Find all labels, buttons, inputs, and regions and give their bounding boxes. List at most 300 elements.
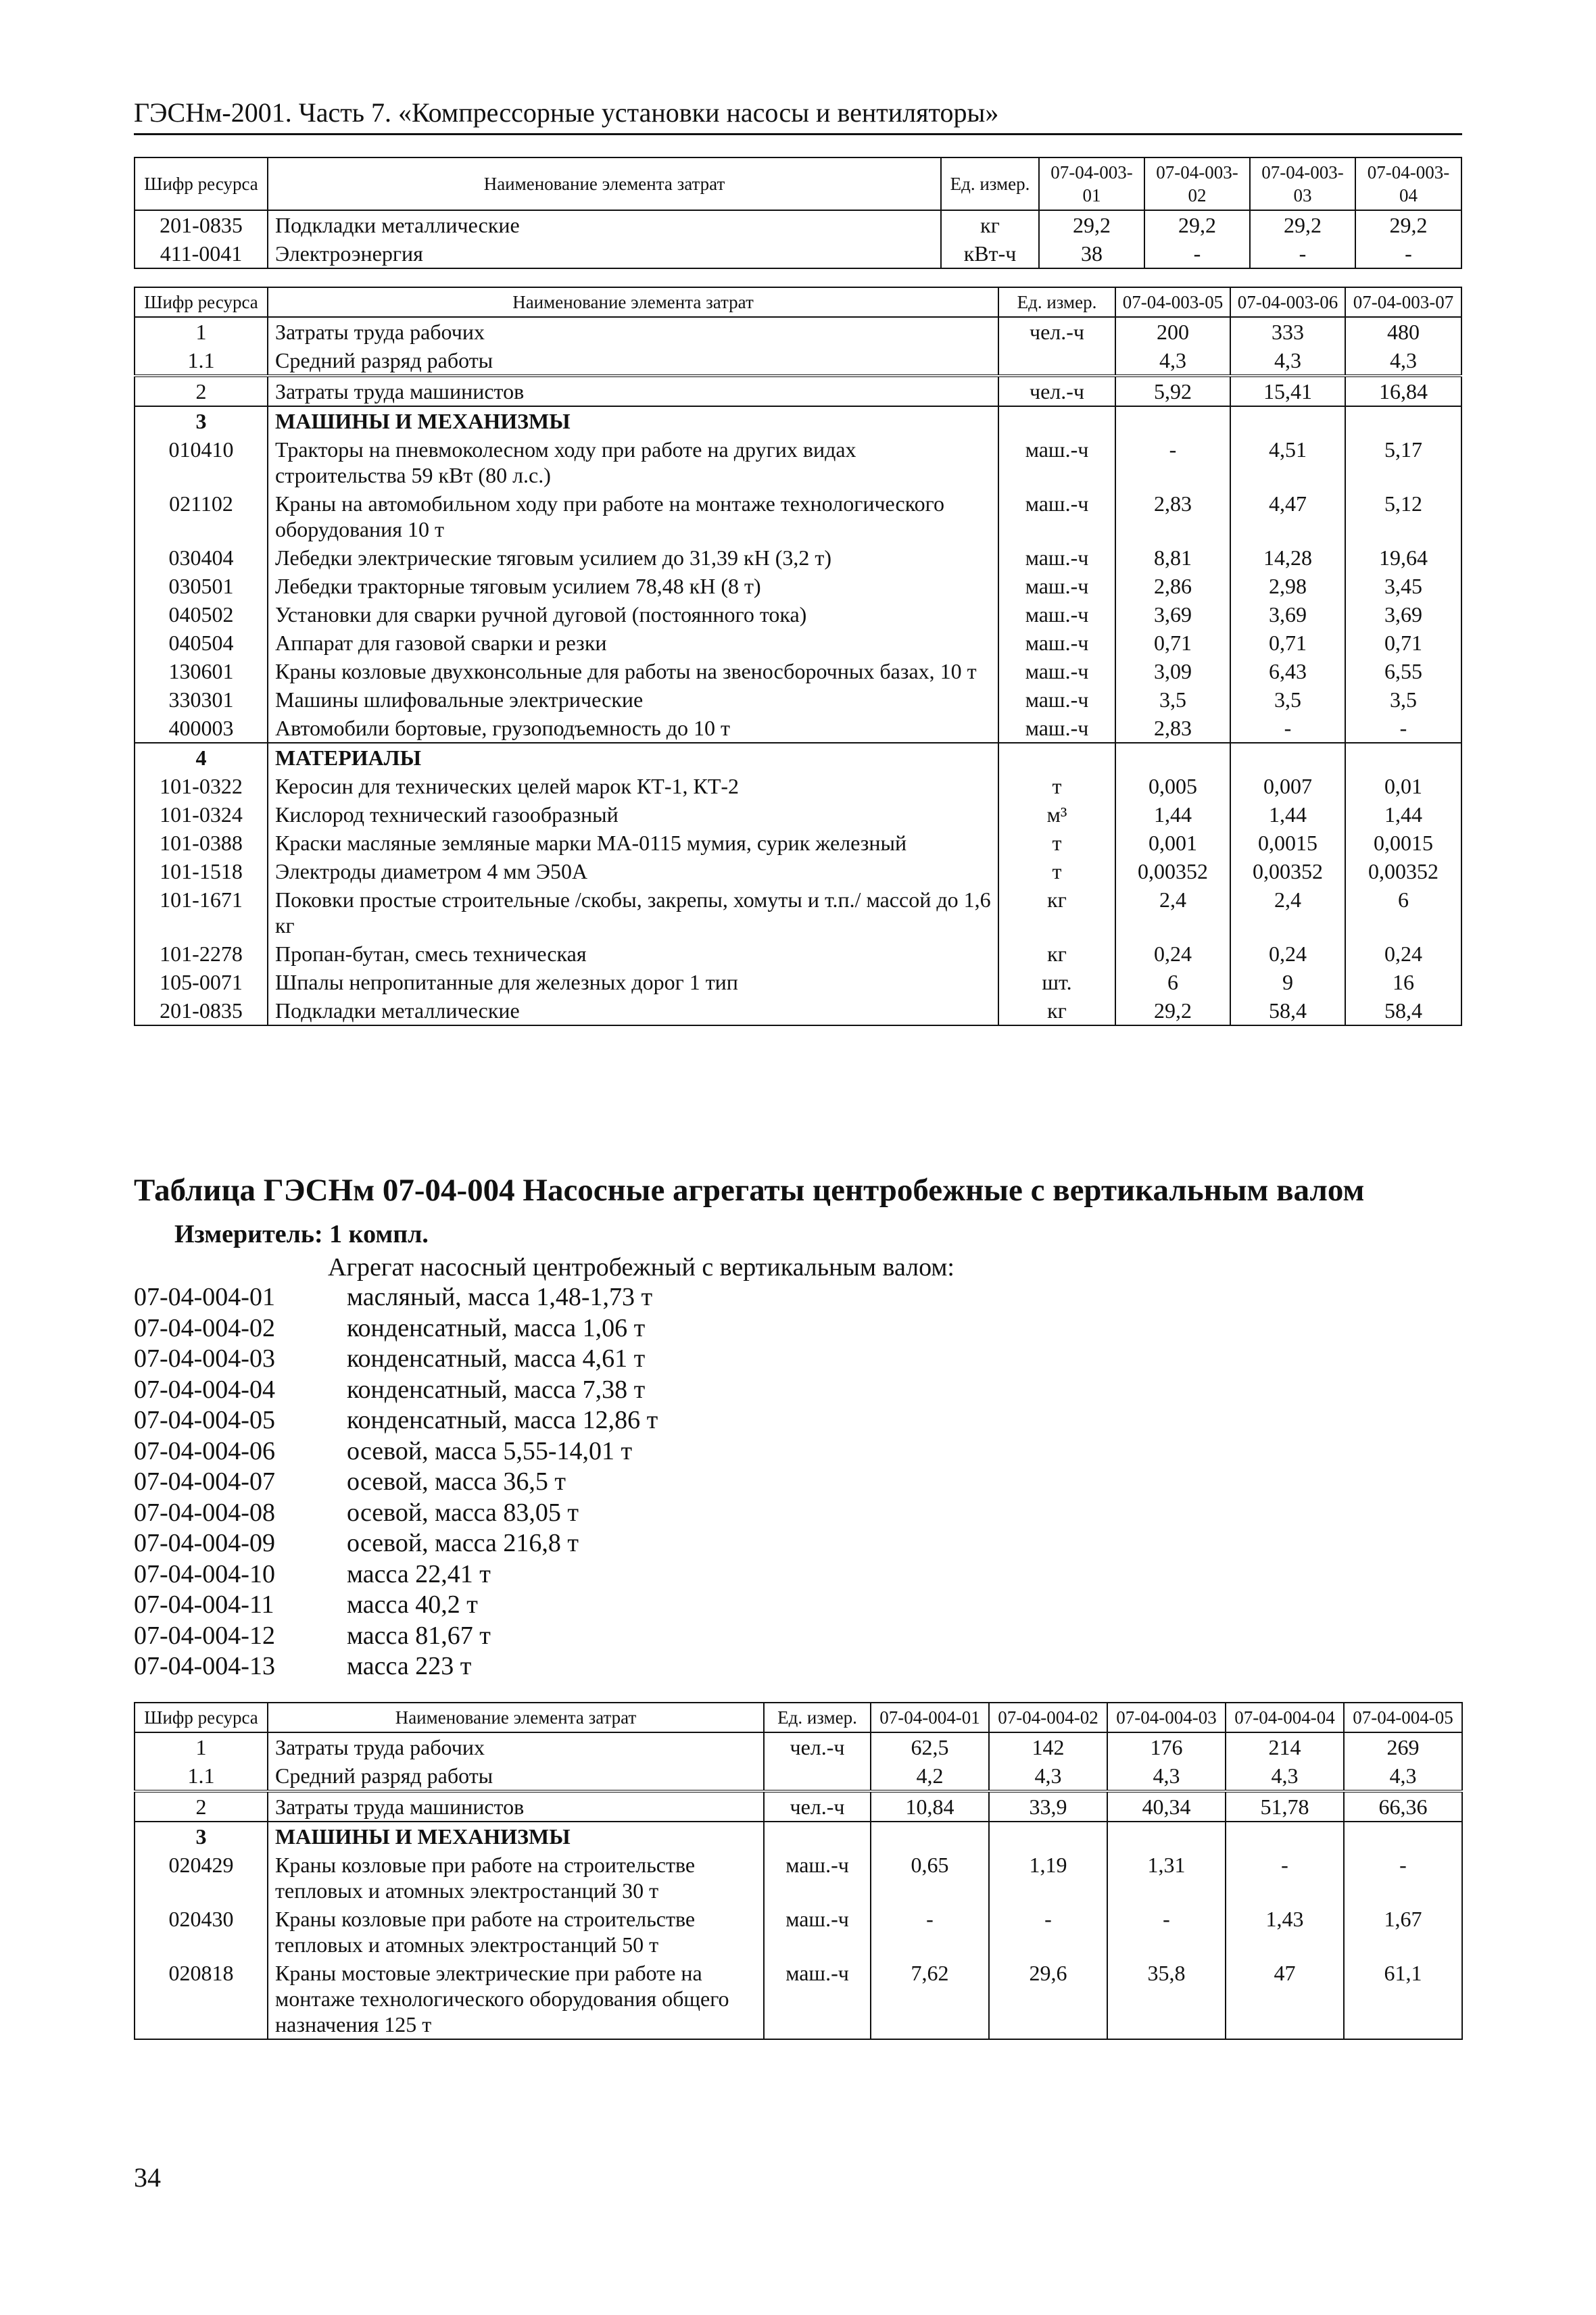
value-cell: 0,65 — [871, 1851, 989, 1905]
value-cell: 38 — [1039, 239, 1144, 268]
column-header: Ед. измер. — [998, 287, 1115, 317]
table-row — [135, 376, 1461, 406]
cost-item-name-cell: Затраты труда рабочих — [268, 1732, 764, 1761]
value-cell: 35,8 — [1107, 1959, 1226, 2039]
value-cell: 0,00352 — [1230, 857, 1345, 885]
resource-code-cell: 020818 — [135, 1959, 268, 2039]
value-cell: 29,2 — [1039, 210, 1144, 239]
variant-code: 07-04-004-03 — [134, 1344, 275, 1373]
cost-item-name-cell: Средний разряд работы — [268, 1761, 764, 1791]
cost-item-name-cell: Керосин для технических целей марок КТ-1, КТ-2 — [268, 772, 998, 800]
variant-item — [134, 1467, 658, 1498]
table-row — [135, 435, 1461, 489]
value-cell — [1345, 743, 1461, 772]
value-cell: 6 — [1345, 885, 1461, 940]
resource-code-cell: 3 — [135, 1822, 268, 1851]
variant-code: 07-04-004-05 — [134, 1406, 275, 1434]
value-cell: 1,44 — [1345, 800, 1461, 829]
resource-code-cell: 400003 — [135, 714, 268, 743]
value-cell: 176 — [1107, 1732, 1226, 1761]
resource-code-cell: 101-0388 — [135, 829, 268, 857]
column-header: Наименование элемента затрат — [268, 157, 941, 210]
variant-description: осевой, масса 36,5 т — [347, 1467, 566, 1496]
resource-code-cell: 411-0041 — [135, 239, 268, 268]
unit-cell: кг — [998, 940, 1115, 968]
table-row — [135, 406, 1461, 435]
value-cell: 0,005 — [1115, 772, 1230, 800]
value-cell: 3,5 — [1115, 685, 1230, 714]
variant-code: 07-04-004-13 — [134, 1652, 275, 1680]
value-cell: 29,2 — [1115, 996, 1230, 1025]
value-cell — [1345, 406, 1461, 435]
value-cell: 1,43 — [1226, 1905, 1344, 1959]
variant-code: 07-04-004-09 — [134, 1529, 275, 1557]
value-cell — [1115, 406, 1230, 435]
value-cell: 33,9 — [989, 1791, 1107, 1822]
resource-code-cell: 2 — [135, 1791, 268, 1822]
table-row — [135, 572, 1461, 600]
resource-code-cell: 101-1671 — [135, 885, 268, 940]
unit-cell — [998, 346, 1115, 376]
variant-code: 07-04-004-10 — [134, 1559, 275, 1588]
cost-item-name-cell: Машины шлифовальные электрические — [268, 685, 998, 714]
cost-item-name-cell: Автомобили бортовые, грузоподъемность до 10 т — [268, 714, 998, 743]
value-cell: - — [1355, 239, 1461, 268]
value-cell: 0,01 — [1345, 772, 1461, 800]
table-row — [135, 1822, 1462, 1851]
unit-cell: м³ — [998, 800, 1115, 829]
value-cell: - — [1230, 714, 1345, 743]
variant-description: конденсатный, масса 1,06 т — [347, 1313, 646, 1342]
table-row — [135, 829, 1461, 857]
variant-list — [134, 1282, 658, 1682]
cost-item-name-cell: Поковки простые строительные /скобы, закрепы, хомуты и т.п./ массой до 1,6 кг — [268, 885, 998, 940]
variant-code: 07-04-004-12 — [134, 1621, 275, 1650]
resource-code-cell: 010410 — [135, 435, 268, 489]
unit-cell — [998, 406, 1115, 435]
value-cell: 4,3 — [1115, 346, 1230, 376]
column-header: Наименование элемента затрат — [268, 287, 998, 317]
table-row — [135, 657, 1461, 685]
table-title: Таблица ГЭСНм 07-04-004 Насосные агрегаты центробежные с вертикальным валом — [134, 1173, 1365, 1208]
value-cell: - — [1226, 1851, 1344, 1905]
value-cell: 29,2 — [1144, 210, 1250, 239]
variant-item — [134, 1282, 658, 1313]
unit-cell: маш.-ч — [764, 1959, 871, 2039]
value-cell: 0,007 — [1230, 772, 1345, 800]
value-cell: 66,36 — [1344, 1791, 1462, 1822]
value-cell: 6,55 — [1345, 657, 1461, 685]
variant-description: осевой, масса 83,05 т — [347, 1498, 579, 1527]
cost-item-name-cell: Тракторы на пневмоколесном ходу при работе на других видах строительства 59 кВт (80 л.с.) — [268, 435, 998, 489]
value-cell: 2,86 — [1115, 572, 1230, 600]
table-row — [135, 857, 1461, 885]
value-cell: 0,00352 — [1115, 857, 1230, 885]
cost-item-name-cell: Шпалы непропитанные для железных дорог 1 тип — [268, 968, 998, 996]
unit-cell: т — [998, 772, 1115, 800]
value-cell: 2,98 — [1230, 572, 1345, 600]
resource-code-cell: 330301 — [135, 685, 268, 714]
variant-description: масляный, масса 1,48-1,73 т — [347, 1283, 653, 1311]
resource-code-cell: 201-0835 — [135, 210, 268, 239]
resource-code-cell: 101-2278 — [135, 940, 268, 968]
value-cell: 2,4 — [1230, 885, 1345, 940]
cost-table-003-part2 — [134, 287, 1462, 1026]
unit-cell: чел.-ч — [998, 376, 1115, 406]
column-header: 07-04-003-07 — [1345, 287, 1461, 317]
variant-item — [134, 1313, 658, 1344]
table-header-row — [135, 287, 1461, 317]
column-header: 07-04-003-04 — [1355, 157, 1461, 210]
value-cell: 269 — [1344, 1732, 1462, 1761]
value-cell: 16 — [1345, 968, 1461, 996]
value-cell: 4,3 — [1344, 1761, 1462, 1791]
resource-code-cell: 201-0835 — [135, 996, 268, 1025]
resource-code-cell: 040502 — [135, 600, 268, 629]
value-cell: - — [1344, 1851, 1462, 1905]
table-header-row — [135, 157, 1461, 210]
unit-cell: маш.-ч — [764, 1851, 871, 1905]
column-header: 07-04-003-05 — [1115, 287, 1230, 317]
value-cell: 4,3 — [989, 1761, 1107, 1791]
unit-cell: маш.-ч — [998, 629, 1115, 657]
value-cell: 51,78 — [1226, 1791, 1344, 1822]
variant-code: 07-04-004-04 — [134, 1375, 275, 1404]
value-cell: - — [1115, 435, 1230, 489]
variant-code: 07-04-004-06 — [134, 1436, 275, 1465]
table-row — [135, 600, 1461, 629]
value-cell: 40,34 — [1107, 1791, 1226, 1822]
variant-item — [134, 1651, 658, 1682]
resource-code-cell: 4 — [135, 743, 268, 772]
value-cell: 58,4 — [1230, 996, 1345, 1025]
unit-cell — [764, 1761, 871, 1791]
value-cell: 1,44 — [1230, 800, 1345, 829]
resource-code-cell: 1.1 — [135, 346, 268, 376]
column-header: 07-04-004-03 — [1107, 1703, 1226, 1732]
value-cell — [1230, 406, 1345, 435]
cost-item-name-cell: Подкладки металлические — [268, 210, 941, 239]
resource-code-cell: 030404 — [135, 543, 268, 572]
table-row — [135, 629, 1461, 657]
table-row — [135, 210, 1461, 239]
value-cell: 58,4 — [1345, 996, 1461, 1025]
value-cell: 4,51 — [1230, 435, 1345, 489]
value-cell: - — [1144, 239, 1250, 268]
variant-item — [134, 1590, 658, 1621]
value-cell — [989, 1822, 1107, 1851]
resource-code-cell: 101-0322 — [135, 772, 268, 800]
unit-cell: кВт-ч — [941, 239, 1039, 268]
value-cell: 0,0015 — [1345, 829, 1461, 857]
value-cell: 0,24 — [1115, 940, 1230, 968]
column-header: Ед. измер. — [764, 1703, 871, 1732]
value-cell: 4,3 — [1226, 1761, 1344, 1791]
variant-item — [134, 1405, 658, 1436]
value-cell: 0,71 — [1115, 629, 1230, 657]
cost-table-004 — [134, 1702, 1463, 2040]
value-cell — [871, 1822, 989, 1851]
value-cell: 8,81 — [1115, 543, 1230, 572]
column-header: Ед. измер. — [941, 157, 1039, 210]
table-row — [135, 1905, 1462, 1959]
value-cell: 29,6 — [989, 1959, 1107, 2039]
cost-item-name-cell: Подкладки металлические — [268, 996, 998, 1025]
value-cell: 4,47 — [1230, 489, 1345, 543]
column-header: 07-04-003-01 — [1039, 157, 1144, 210]
variant-code: 07-04-004-07 — [134, 1467, 275, 1496]
variant-description: осевой, масса 216,8 т — [347, 1529, 579, 1557]
variant-description: масса 40,2 т — [347, 1590, 478, 1619]
unit-cell: т — [998, 829, 1115, 857]
column-header: Шифр ресурса — [135, 157, 268, 210]
table-row — [135, 968, 1461, 996]
unit-cell: маш.-ч — [764, 1905, 871, 1959]
resource-code-cell: 101-0324 — [135, 800, 268, 829]
variant-item — [134, 1559, 658, 1590]
column-header: 07-04-003-06 — [1230, 287, 1345, 317]
cost-table-003-part1 — [134, 157, 1462, 269]
value-cell: 6 — [1115, 968, 1230, 996]
variant-item — [134, 1621, 658, 1652]
unit-cell: маш.-ч — [998, 435, 1115, 489]
value-cell: 1,19 — [989, 1851, 1107, 1905]
unit-cell: чел.-ч — [764, 1791, 871, 1822]
cost-item-name-cell: Пропан-бутан, смесь техническая — [268, 940, 998, 968]
value-cell: 3,45 — [1345, 572, 1461, 600]
unit-cell: кг — [998, 996, 1115, 1025]
variant-code: 07-04-004-11 — [134, 1590, 274, 1619]
resource-code-cell: 1.1 — [135, 1761, 268, 1791]
unit-cell: маш.-ч — [998, 543, 1115, 572]
unit-cell: т — [998, 857, 1115, 885]
value-cell: 62,5 — [871, 1732, 989, 1761]
cost-item-name-cell: Электроды диаметром 4 мм Э50А — [268, 857, 998, 885]
cost-item-name-cell: Лебедки тракторные тяговым усилием 78,48 кН (8 т) — [268, 572, 998, 600]
column-header: Наименование элемента затрат — [268, 1703, 764, 1732]
cost-item-name-cell: МАШИНЫ И МЕХАНИЗМЫ — [268, 406, 998, 435]
variant-item — [134, 1498, 658, 1529]
value-cell: 1,44 — [1115, 800, 1230, 829]
table-row — [135, 317, 1461, 346]
column-header: 07-04-004-02 — [989, 1703, 1107, 1732]
table-row — [135, 1959, 1462, 2039]
column-header: 07-04-003-03 — [1250, 157, 1355, 210]
variant-description: осевой, масса 5,55-14,01 т — [347, 1436, 633, 1465]
value-cell: 214 — [1226, 1732, 1344, 1761]
value-cell: 29,2 — [1355, 210, 1461, 239]
value-cell: 1,67 — [1344, 1905, 1462, 1959]
resource-code-cell: 020429 — [135, 1851, 268, 1905]
value-cell: 0,001 — [1115, 829, 1230, 857]
cost-item-name-cell: МАШИНЫ И МЕХАНИЗМЫ — [268, 1822, 764, 1851]
value-cell: 14,28 — [1230, 543, 1345, 572]
variant-item — [134, 1528, 658, 1559]
table-row — [135, 772, 1461, 800]
value-cell: 3,09 — [1115, 657, 1230, 685]
table-row — [135, 714, 1461, 743]
value-cell: 16,84 — [1345, 376, 1461, 406]
value-cell: 4,3 — [1345, 346, 1461, 376]
value-cell: 29,2 — [1250, 210, 1355, 239]
resource-code-cell: 040504 — [135, 629, 268, 657]
unit-cell: маш.-ч — [998, 600, 1115, 629]
value-cell: 0,24 — [1230, 940, 1345, 968]
value-cell: 4,3 — [1230, 346, 1345, 376]
unit-cell — [764, 1822, 871, 1851]
cost-item-name-cell: Краны на автомобильном ходу при работе на монтаже технологического оборудования 10 т — [268, 489, 998, 543]
cost-item-name-cell: Затраты труда машинистов — [268, 1791, 764, 1822]
unit-cell: чел.-ч — [998, 317, 1115, 346]
value-cell: 5,17 — [1345, 435, 1461, 489]
running-header: ГЭСНм-2001. Часть 7. «Компрессорные установки насосы и вентиляторы» — [134, 97, 1462, 135]
variant-description: конденсатный, масса 4,61 т — [347, 1344, 646, 1373]
unit-cell: кг — [941, 210, 1039, 239]
resource-code-cell: 020430 — [135, 1905, 268, 1959]
value-cell: 3,5 — [1345, 685, 1461, 714]
resource-code-cell: 105-0071 — [135, 968, 268, 996]
variant-description: конденсатный, масса 7,38 т — [347, 1375, 646, 1404]
cost-item-name-cell: Кислород технический газообразный — [268, 800, 998, 829]
variant-code: 07-04-004-02 — [134, 1313, 275, 1342]
resource-code-cell: 2 — [135, 376, 268, 406]
table-row — [135, 885, 1461, 940]
table-row — [135, 996, 1461, 1025]
value-cell: 0,71 — [1345, 629, 1461, 657]
unit-cell: кг — [998, 885, 1115, 940]
value-cell — [1344, 1822, 1462, 1851]
measurer: Измеритель: 1 компл. — [174, 1220, 429, 1248]
value-cell: 1,31 — [1107, 1851, 1226, 1905]
resource-code-cell: 3 — [135, 406, 268, 435]
table-row — [135, 1851, 1462, 1905]
variant-intro: Агрегат насосный центробежный с вертикальным валом: — [328, 1253, 954, 1282]
cost-item-name-cell: Краны козловые двухконсольные для работы на звеносборочных базах, 10 т — [268, 657, 998, 685]
cost-item-name-cell: Установки для сварки ручной дуговой (постоянного тока) — [268, 600, 998, 629]
page-number: 34 — [134, 2162, 161, 2193]
cost-item-name-cell: Краны мостовые электрические при работе на монтаже технологического оборудования общего назначения 125 т — [268, 1959, 764, 2039]
value-cell — [1226, 1822, 1344, 1851]
value-cell: 3,5 — [1230, 685, 1345, 714]
value-cell: - — [1107, 1905, 1226, 1959]
variant-description: масса 81,67 т — [347, 1621, 491, 1650]
value-cell: 5,12 — [1345, 489, 1461, 543]
column-header: 07-04-004-04 — [1226, 1703, 1344, 1732]
unit-cell — [998, 743, 1115, 772]
value-cell: 5,92 — [1115, 376, 1230, 406]
unit-cell: маш.-ч — [998, 572, 1115, 600]
unit-cell: маш.-ч — [998, 657, 1115, 685]
table-row — [135, 543, 1461, 572]
value-cell: 4,2 — [871, 1761, 989, 1791]
value-cell: 47 — [1226, 1959, 1344, 2039]
table-row — [135, 940, 1461, 968]
value-cell: 0,71 — [1230, 629, 1345, 657]
variant-code: 07-04-004-08 — [134, 1498, 275, 1527]
table-row — [135, 1791, 1462, 1822]
value-cell: 0,24 — [1345, 940, 1461, 968]
resource-code-cell: 021102 — [135, 489, 268, 543]
column-header: 07-04-003-02 — [1144, 157, 1250, 210]
table-row — [135, 1732, 1462, 1761]
table-row — [135, 685, 1461, 714]
resource-code-cell: 1 — [135, 317, 268, 346]
variant-description: масса 223 т — [347, 1652, 472, 1680]
unit-cell: маш.-ч — [998, 714, 1115, 743]
value-cell: 19,64 — [1345, 543, 1461, 572]
value-cell: 7,62 — [871, 1959, 989, 2039]
table-row — [135, 743, 1461, 772]
column-header: Шифр ресурса — [135, 1703, 268, 1732]
table-row — [135, 346, 1461, 376]
cost-item-name-cell: Краны козловые при работе на строительстве тепловых и атомных электростанций 50 т — [268, 1905, 764, 1959]
unit-cell: маш.-ч — [998, 685, 1115, 714]
table-row — [135, 800, 1461, 829]
resource-code-cell: 101-1518 — [135, 857, 268, 885]
cost-item-name-cell: Аппарат для газовой сварки и резки — [268, 629, 998, 657]
variant-description: масса 22,41 т — [347, 1559, 491, 1588]
value-cell: - — [871, 1905, 989, 1959]
cost-item-name-cell: Краски масляные земляные марки МА-0115 мумия, сурик железный — [268, 829, 998, 857]
value-cell: 61,1 — [1344, 1959, 1462, 2039]
value-cell: - — [989, 1905, 1107, 1959]
unit-cell: маш.-ч — [998, 489, 1115, 543]
value-cell: 9 — [1230, 968, 1345, 996]
value-cell: 2,4 — [1115, 885, 1230, 940]
unit-cell: шт. — [998, 968, 1115, 996]
value-cell — [1230, 743, 1345, 772]
value-cell: 3,69 — [1115, 600, 1230, 629]
value-cell: - — [1345, 714, 1461, 743]
value-cell: 3,69 — [1230, 600, 1345, 629]
resource-code-cell: 130601 — [135, 657, 268, 685]
variant-code: 07-04-004-01 — [134, 1283, 275, 1311]
value-cell: 4,3 — [1107, 1761, 1226, 1791]
variant-item — [134, 1344, 658, 1375]
value-cell: 15,41 — [1230, 376, 1345, 406]
cost-item-name-cell: Затраты труда машинистов — [268, 376, 998, 406]
value-cell: 0,00352 — [1345, 857, 1461, 885]
value-cell — [1115, 743, 1230, 772]
value-cell: 0,0015 — [1230, 829, 1345, 857]
value-cell: 142 — [989, 1732, 1107, 1761]
value-cell — [1107, 1822, 1226, 1851]
column-header: Шифр ресурса — [135, 287, 268, 317]
value-cell: 200 — [1115, 317, 1230, 346]
column-header: 07-04-004-01 — [871, 1703, 989, 1732]
cost-item-name-cell: Затраты труда рабочих — [268, 317, 998, 346]
cost-item-name-cell: Средний разряд работы — [268, 346, 998, 376]
unit-cell: чел.-ч — [764, 1732, 871, 1761]
value-cell: 2,83 — [1115, 714, 1230, 743]
resource-code-cell: 030501 — [135, 572, 268, 600]
cost-item-name-cell: Краны козловые при работе на строительстве тепловых и атомных электростанций 30 т — [268, 1851, 764, 1905]
table-row — [135, 239, 1461, 268]
table-row — [135, 1761, 1462, 1791]
value-cell: 6,43 — [1230, 657, 1345, 685]
value-cell: 10,84 — [871, 1791, 989, 1822]
value-cell: 480 — [1345, 317, 1461, 346]
value-cell: 3,69 — [1345, 600, 1461, 629]
cost-item-name-cell: МАТЕРИАЛЫ — [268, 743, 998, 772]
value-cell: 2,83 — [1115, 489, 1230, 543]
variant-description: конденсатный, масса 12,86 т — [347, 1406, 658, 1434]
column-header: 07-04-004-05 — [1344, 1703, 1462, 1732]
variant-item — [134, 1436, 658, 1467]
variant-item — [134, 1375, 658, 1406]
table-header-row — [135, 1703, 1462, 1732]
value-cell: 333 — [1230, 317, 1345, 346]
